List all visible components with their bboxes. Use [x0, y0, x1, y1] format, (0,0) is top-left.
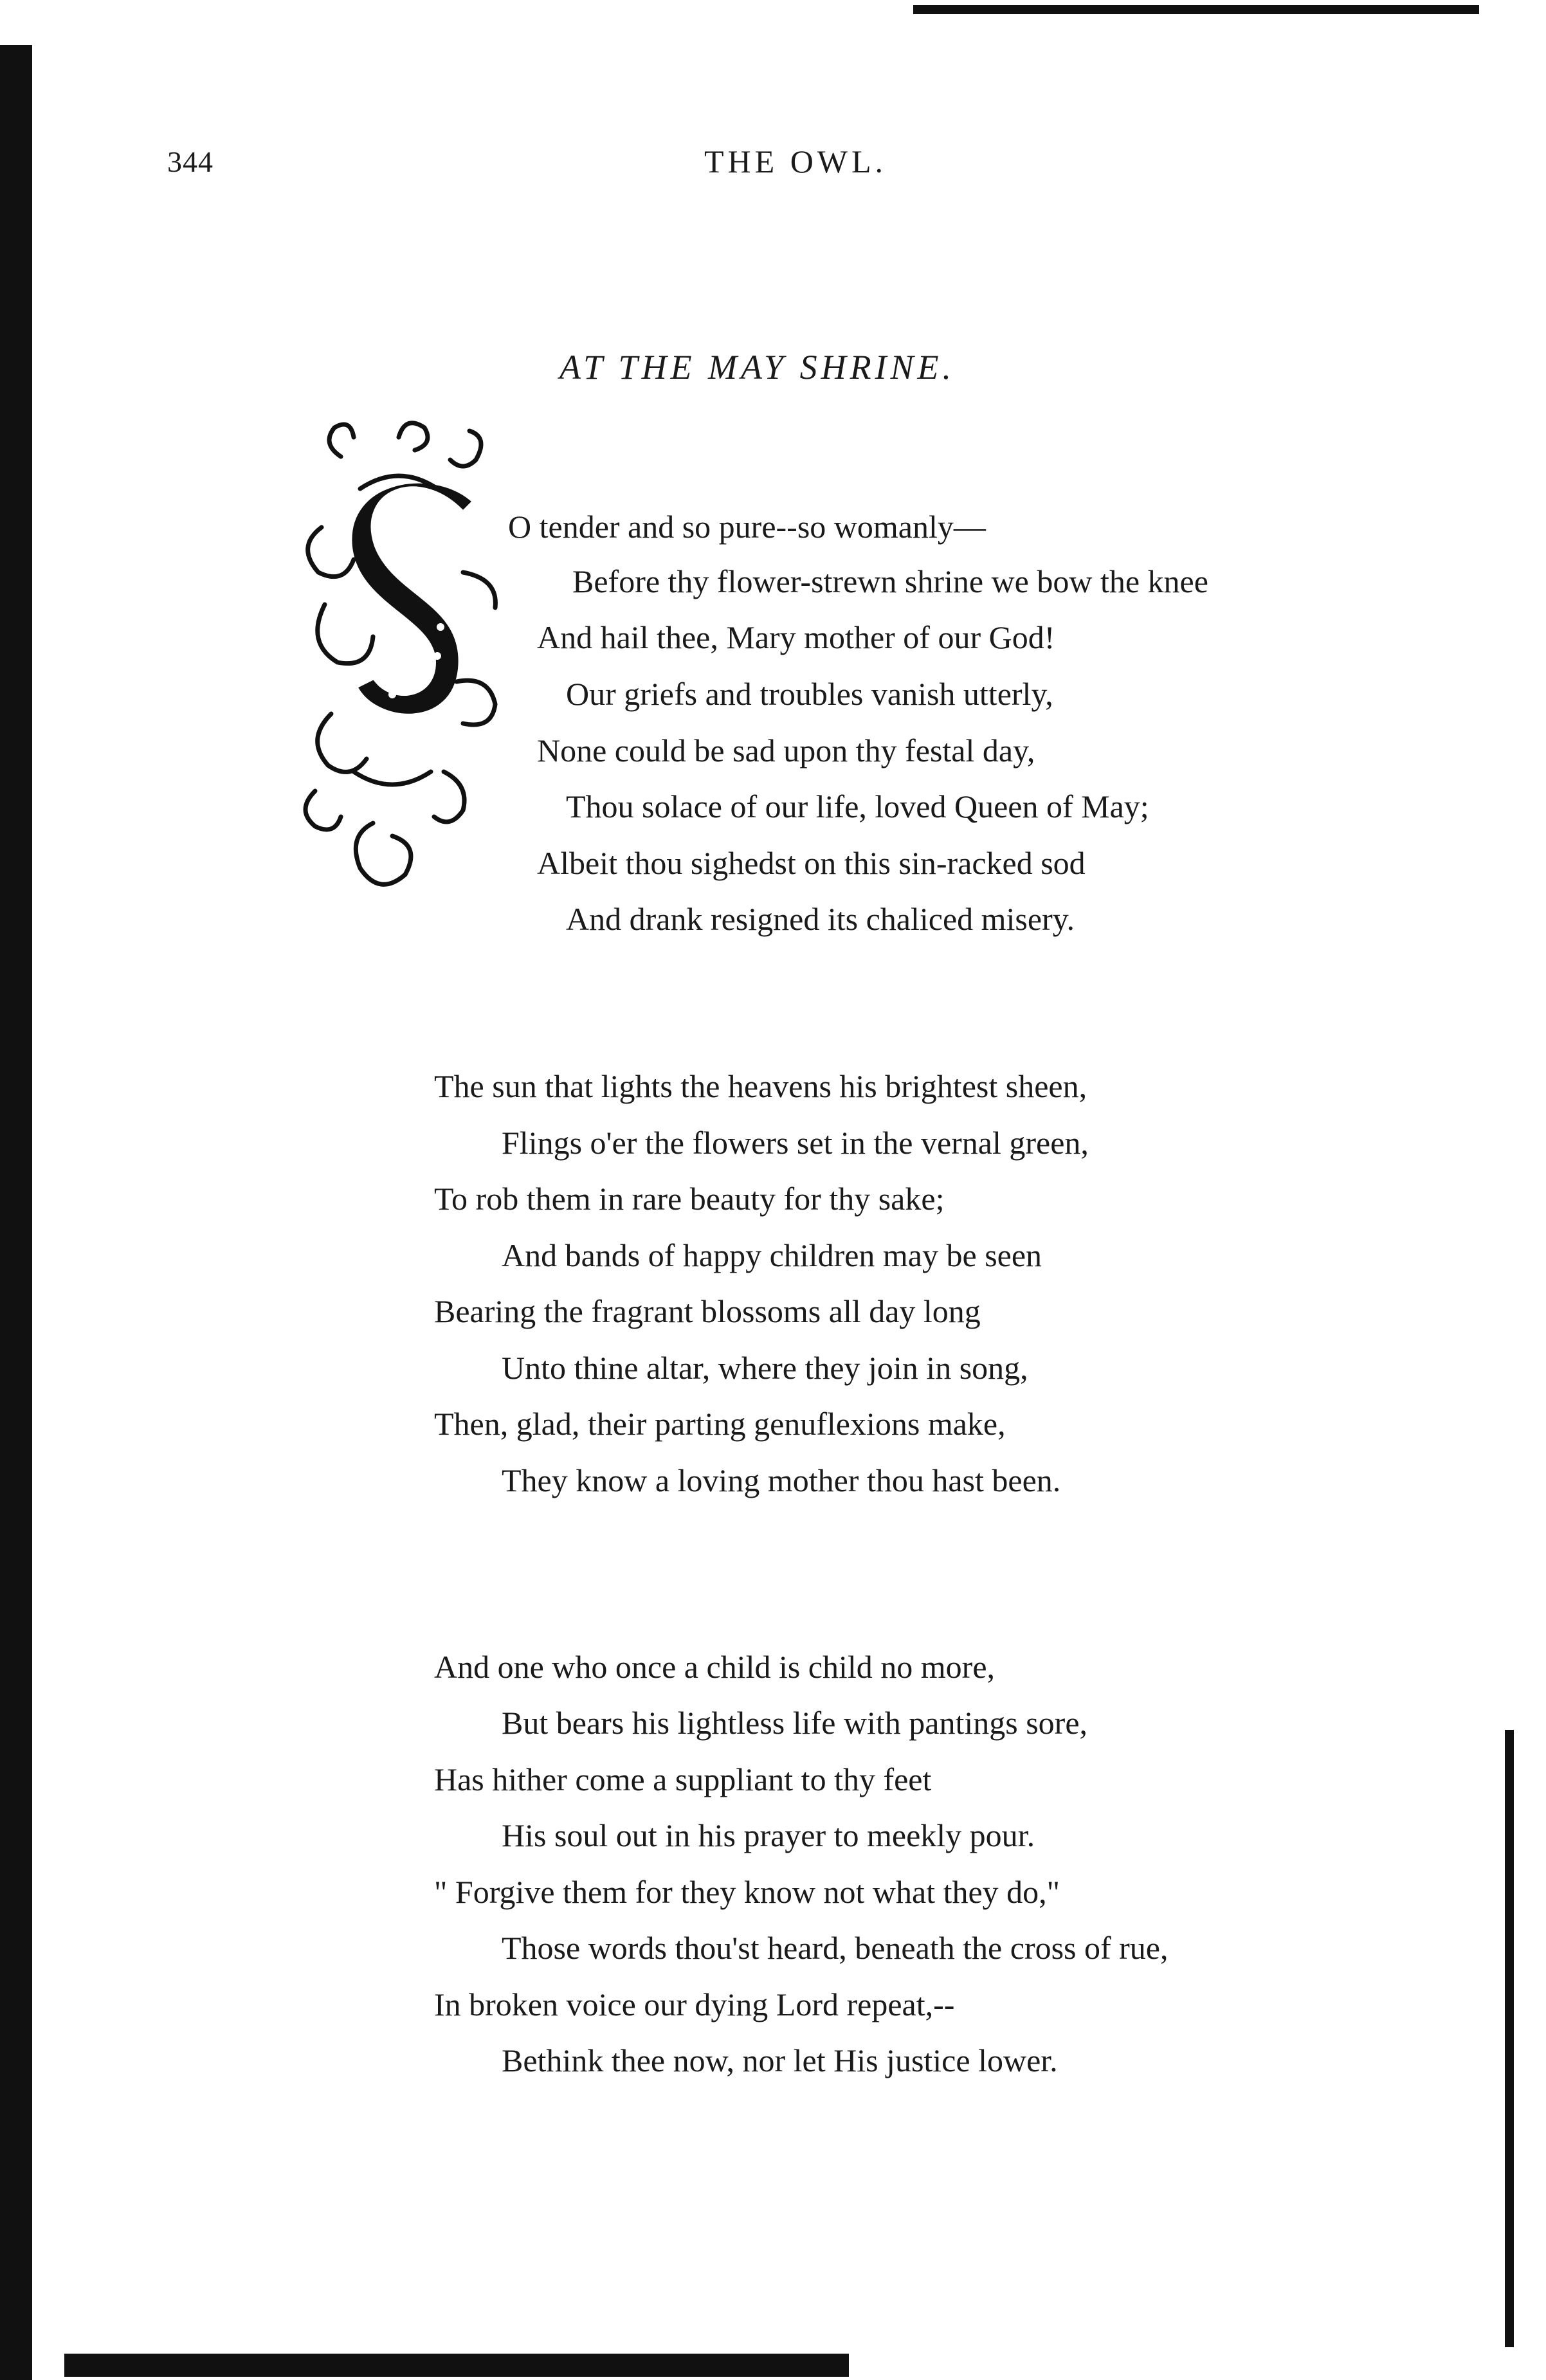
verse-line: To rob them in rare beauty for thy sake;	[434, 1181, 945, 1217]
verse-line: His soul out in his prayer to meekly pour.	[502, 1817, 1035, 1853]
right-border-bar	[1505, 1730, 1514, 2347]
verse-line: Thou solace of our life, loved Queen of May;	[566, 788, 1149, 824]
verse-line: Albeit thou sighedst on this sin-racked sod	[537, 845, 1086, 881]
verse-line: Bethink thee now, nor let His justice lower.	[502, 2042, 1058, 2078]
verse-line: But bears his lightless life with pantings sore,	[502, 1705, 1088, 1741]
verse-line: And hail thee, Mary mother of our God!	[537, 619, 1055, 655]
verse-line: In broken voice our dying Lord repeat,--	[434, 1986, 955, 2022]
bottom-border-bar	[64, 2354, 849, 2377]
verse-line: They know a loving mother thou hast been.	[502, 1462, 1061, 1498]
verse-line: " Forgive them for they know not what they do,"	[434, 1874, 1060, 1910]
verse-line: And bands of happy children may be seen	[502, 1237, 1042, 1273]
verse-line: Those words thou'st heard, beneath the cross of rue,	[502, 1930, 1169, 1966]
verse-line: Before thy flower-strewn shrine we bow the knee	[572, 563, 1208, 599]
verse-line: Our griefs and troubles vanish utterly,	[566, 676, 1053, 712]
page-number: 344	[167, 145, 214, 178]
verse-line: None could be sad upon thy festal day,	[537, 732, 1035, 768]
ornamental-initial	[302, 412, 514, 907]
verse-line: O tender and so pure--so womanly—	[508, 509, 986, 545]
left-border-bar	[0, 45, 32, 2380]
verse-line: And drank resigned its chaliced misery.	[566, 901, 1075, 937]
top-border-bar	[913, 5, 1479, 14]
verse-line: Has hither come a suppliant to thy feet	[434, 1761, 932, 1797]
running-header: THE OWL.	[704, 143, 887, 179]
verse-line: Flings o'er the flowers set in the vernal green,	[502, 1125, 1089, 1161]
verse-line: Bearing the fragrant blossoms all day long	[434, 1293, 981, 1329]
verse-line: Unto thine altar, where they join in song,	[502, 1350, 1028, 1386]
poem-title: AT THE MAY SHRINE.	[559, 348, 956, 386]
verse-line: Then, glad, their parting genuflexions make,	[434, 1406, 1006, 1442]
verse-line: And one who once a child is child no more,	[434, 1649, 996, 1685]
verse-line: The sun that lights the heavens his brightest sheen,	[434, 1068, 1087, 1104]
